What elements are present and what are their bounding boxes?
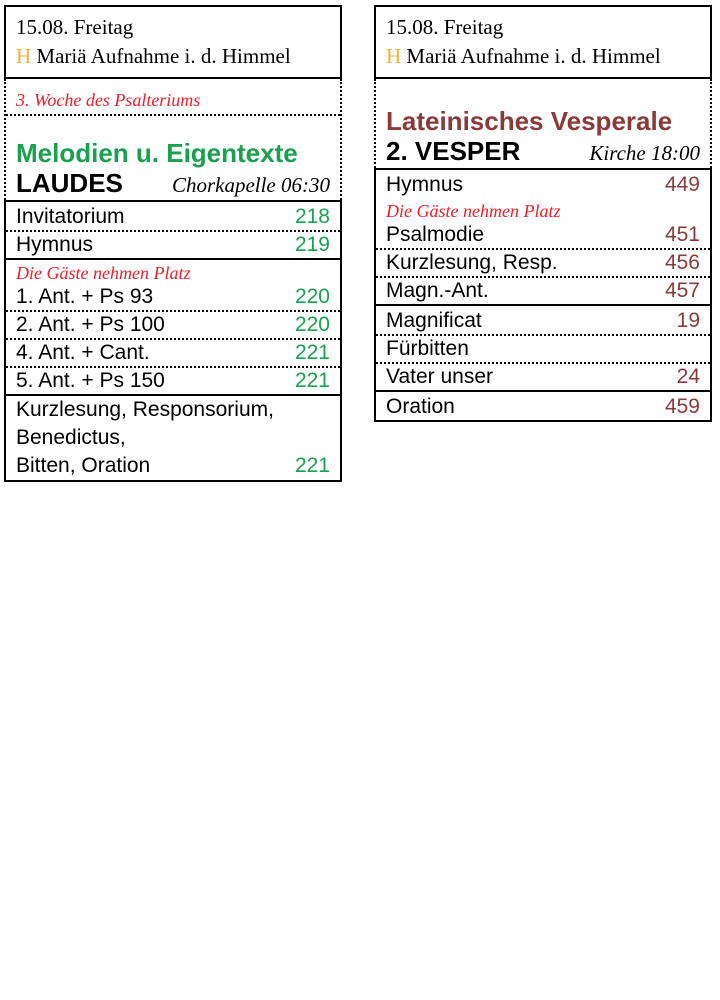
- item-label: Magn.-Ant.: [386, 279, 489, 302]
- list-item-multiline: [6, 394, 340, 480]
- list-item: [6, 310, 340, 338]
- section-title: Melodien u. Eigentexte: [16, 138, 298, 168]
- date-header: [4, 5, 342, 79]
- item-label: Psalmodie: [386, 223, 485, 246]
- item-page: 451: [664, 223, 700, 246]
- date-label: 15.08. Freitag: [16, 15, 134, 39]
- list-item: [376, 334, 710, 362]
- item-label: 2. Ant. + Ps 100: [16, 313, 165, 336]
- item-page: 218: [294, 205, 330, 228]
- item-page: 221: [294, 341, 330, 364]
- list-item: [6, 366, 340, 394]
- list-item: [376, 390, 710, 420]
- title-area: [4, 79, 342, 200]
- item-label: Kurzlesung, Resp.: [386, 251, 558, 274]
- list-item: [6, 202, 340, 230]
- item-label: Hymnus: [16, 233, 94, 256]
- item-label: Oration: [386, 395, 455, 418]
- guest-note: Die Gäste nehmen Platz: [16, 263, 191, 283]
- feast-name: Mariä Aufnahme i. d. Himmel: [406, 44, 661, 68]
- item-page: 220: [294, 313, 330, 336]
- office-line: [386, 136, 700, 166]
- item-label: 5. Ant. + Ps 150: [16, 369, 165, 392]
- item-page: 449: [664, 173, 700, 196]
- item-label-line: Bitten, Oration: [16, 454, 151, 477]
- list-item: [376, 362, 710, 390]
- vesper-card: [374, 5, 712, 422]
- item-page: 459: [664, 395, 700, 418]
- list-item: [376, 304, 710, 334]
- office-name: LAUDES: [16, 168, 123, 198]
- item-label: 1. Ant. + Ps 93: [16, 285, 154, 308]
- laudes-list: [4, 200, 342, 482]
- item-page: 220: [294, 285, 330, 308]
- item-page: 457: [664, 279, 700, 302]
- vesper-list: [374, 168, 712, 422]
- item-page: 221: [294, 369, 330, 392]
- list-item: [376, 222, 710, 248]
- place-time: Chorkapelle 06:30: [171, 173, 330, 197]
- item-label: Fürbitten: [386, 337, 469, 360]
- item-label-line: Kurzlesung, Responsorium,: [16, 398, 274, 421]
- date-label: 15.08. Freitag: [386, 15, 504, 39]
- item-last-line: [16, 452, 330, 480]
- list-item: [376, 248, 710, 276]
- place-time: Kirche 18:00: [589, 141, 700, 165]
- list-item: [376, 276, 710, 304]
- section-title: Lateinisches Vesperale: [386, 106, 673, 136]
- guest-note: Die Gäste nehmen Platz: [386, 201, 561, 221]
- feast-rank: H: [386, 44, 402, 68]
- office-line: [16, 168, 330, 198]
- laudes-card: [4, 5, 342, 482]
- item-label: Magnificat: [386, 309, 482, 332]
- list-item: [6, 230, 340, 258]
- item-label-line: Benedictus,: [16, 426, 126, 449]
- psalter-week: 3. Woche des Psalteriums: [6, 79, 340, 116]
- feast-line: [386, 42, 700, 71]
- item-page: 24: [676, 365, 700, 388]
- item-label: Vater unser: [386, 365, 493, 388]
- item-page: 19: [676, 309, 700, 332]
- feast-line: [16, 42, 330, 71]
- title-area: [374, 79, 712, 168]
- feast-name: Mariä Aufnahme i. d. Himmel: [36, 44, 291, 68]
- item-page: 456: [664, 251, 700, 274]
- item-label: Hymnus: [386, 173, 464, 196]
- item-label: 4. Ant. + Cant.: [16, 341, 150, 364]
- item-page: 219: [294, 233, 330, 256]
- item-label: Invitatorium: [16, 205, 125, 228]
- item-page: 221: [294, 454, 330, 477]
- list-item: [6, 338, 340, 366]
- list-item: [376, 170, 710, 198]
- date-header: [374, 5, 712, 79]
- feast-rank: H: [16, 44, 32, 68]
- list-item: [6, 284, 340, 310]
- office-name: 2. VESPER: [386, 136, 521, 166]
